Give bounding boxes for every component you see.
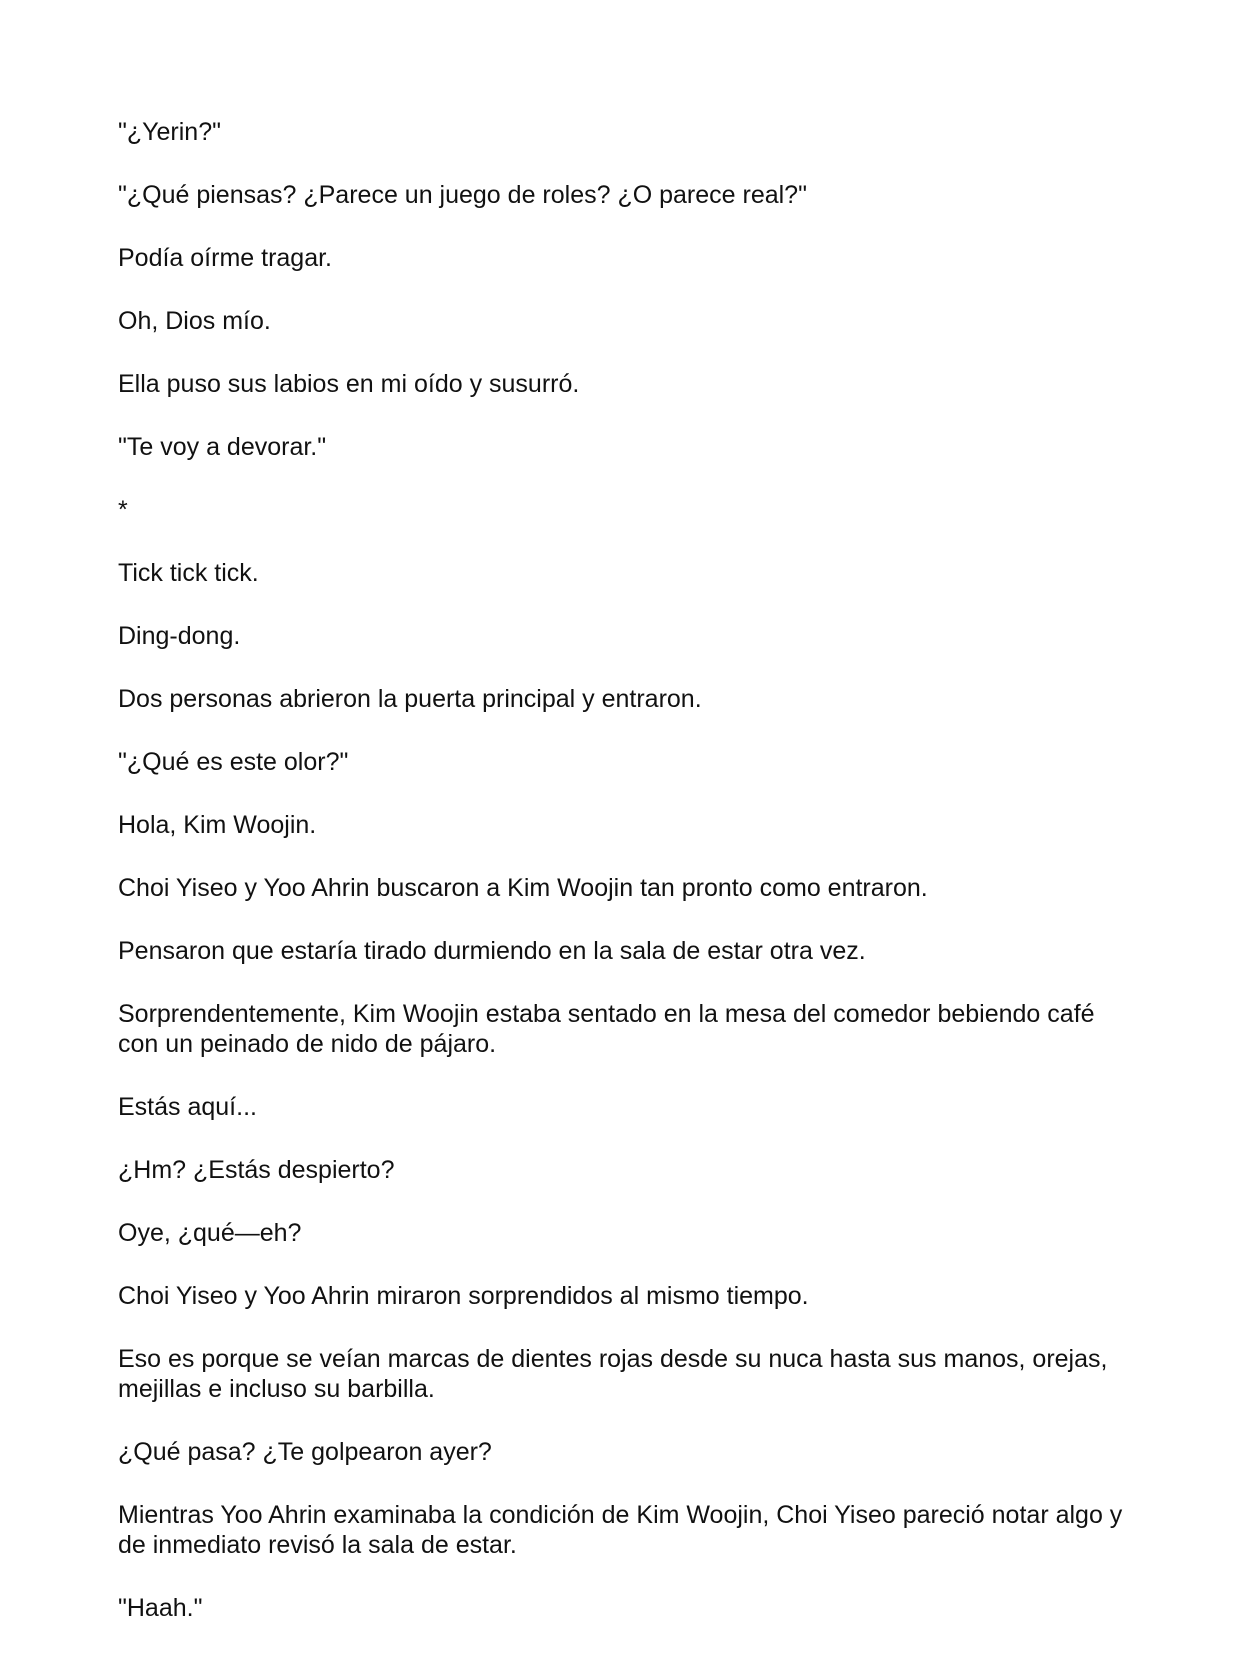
text-column xyxy=(118,117,1128,1656)
paragraph: "¿Qué piensas? ¿Parece un juego de roles? ¿O parece real?" xyxy=(118,181,807,209)
paragraph: "¿Yerin?" xyxy=(118,118,221,146)
paragraph: ¿Hm? ¿Estás despierto? xyxy=(118,1156,395,1184)
scene-break: * xyxy=(118,496,128,524)
paragraph: Ella puso sus labios en mi oído y susurró. xyxy=(118,370,580,398)
paragraph: "Haah." xyxy=(118,1594,203,1622)
paragraph: Choi Yiseo y Yoo Ahrin miraron sorprendidos al mismo tiempo. xyxy=(118,1282,809,1310)
paragraph: Podía oírme tragar. xyxy=(118,244,333,272)
paragraph: Oye, ¿qué—eh? xyxy=(118,1219,302,1247)
paragraph: Dos personas abrieron la puerta principal y entraron. xyxy=(118,685,702,713)
paragraph: "¿Qué es este olor?" xyxy=(118,748,349,776)
paragraph: Hola, Kim Woojin. xyxy=(118,811,317,839)
paragraph: Eso es porque se veían marcas de dientes rojas desde su nuca hasta sus manos, orejas, mejillas e incluso su barbilla. xyxy=(118,1345,1108,1403)
paragraph: Sorprendentemente, Kim Woojin estaba sentado en la mesa del comedor bebiendo café con un peinado de nido de pájaro. xyxy=(118,1000,1095,1058)
paragraph: Ding-dong. xyxy=(118,622,241,650)
paragraph: Choi Yiseo y Yoo Ahrin buscaron a Kim Woojin tan pronto como entraron. xyxy=(118,874,928,902)
paragraph: Mientras Yoo Ahrin examinaba la condición de Kim Woojin, Choi Yiseo pareció notar algo y de inmediato revisó la sala de estar. xyxy=(118,1501,1123,1559)
paragraph: Pensaron que estaría tirado durmiendo en la sala de estar otra vez. xyxy=(118,937,866,965)
paragraph: Oh, Dios mío. xyxy=(118,307,271,335)
paragraph: Estás aquí... xyxy=(118,1093,257,1121)
paragraph: ¿Qué pasa? ¿Te golpearon ayer? xyxy=(118,1438,492,1466)
paragraph: "Te voy a devorar." xyxy=(118,433,327,461)
paragraph: Tick tick tick. xyxy=(118,559,259,587)
